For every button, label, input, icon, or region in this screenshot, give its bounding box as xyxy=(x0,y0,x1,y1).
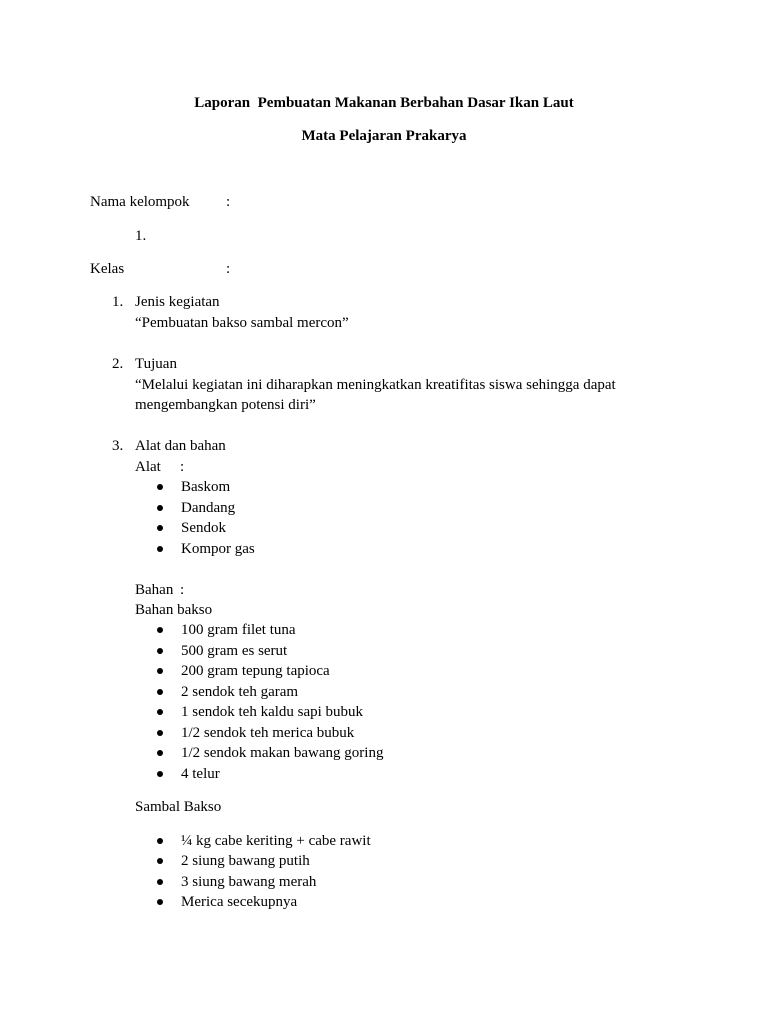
bullet-icon xyxy=(157,484,163,490)
list-item: ¼ kg cabe keriting + cabe rawit xyxy=(181,833,371,849)
bullet-icon xyxy=(157,838,163,844)
section-3-number: 3. xyxy=(112,438,124,454)
list-item: Dandang xyxy=(181,500,236,516)
kelas-colon: : xyxy=(226,261,231,277)
document-subtitle: Mata Pelajaran Prakarya xyxy=(301,128,467,144)
list-item: 1/2 sendok makan bawang goring xyxy=(181,745,384,761)
bullet-icon xyxy=(157,771,163,777)
document-title: Laporan Pembuatan Makanan Berbahan Dasar Ikan Laut xyxy=(194,95,574,111)
bullet-icon xyxy=(157,899,163,905)
bahan-bakso-label: Bahan bakso xyxy=(135,602,213,618)
list-item: 1 sendok teh kaldu sapi bubuk xyxy=(181,704,364,720)
list-item: 2 sendok teh garam xyxy=(181,684,299,700)
section-1-heading: Jenis kegiatan xyxy=(135,294,220,310)
list-item: 100 gram filet tuna xyxy=(181,622,296,638)
bullet-icon xyxy=(157,730,163,736)
bullet-icon xyxy=(157,750,163,756)
bullet-icon xyxy=(157,879,163,885)
list-item: 4 telur xyxy=(181,766,220,782)
list-item: Sendok xyxy=(181,520,226,536)
bullet-icon xyxy=(157,668,163,674)
alat-colon: : xyxy=(180,459,185,475)
bullet-icon xyxy=(157,546,163,552)
bullet-icon xyxy=(157,648,163,654)
list-item: 200 gram tepung tapioca xyxy=(181,663,330,679)
member-number: 1. xyxy=(135,228,147,244)
nama-kelompok-label: Nama kelompok xyxy=(90,194,190,210)
bullet-icon xyxy=(157,627,163,633)
list-item: Baskom xyxy=(181,479,231,495)
section-2-heading: Tujuan xyxy=(135,356,177,372)
list-item: Merica secekupnya xyxy=(181,894,298,910)
section-1-body: “Pembuatan bakso sambal mercon” xyxy=(135,315,349,331)
bullet-icon xyxy=(157,525,163,531)
bullet-icon xyxy=(157,505,163,511)
list-item: 2 siung bawang putih xyxy=(181,853,310,869)
section-3-heading: Alat dan bahan xyxy=(135,438,226,454)
section-2-body-line-1: “Melalui kegiatan ini diharapkan meningkatkan kreatifitas siswa sehingga dapat xyxy=(135,377,616,393)
bullet-icon xyxy=(157,689,163,695)
section-2-number: 2. xyxy=(112,356,124,372)
bahan-colon: : xyxy=(180,582,185,598)
section-1-number: 1. xyxy=(112,294,124,310)
alat-label: Alat xyxy=(135,459,161,475)
bahan-label: Bahan xyxy=(135,582,174,598)
section-2-body-line-2: mengembangkan potensi diri” xyxy=(135,397,316,413)
bullet-icon xyxy=(157,709,163,715)
list-item: 1/2 sendok teh merica bubuk xyxy=(181,725,355,741)
bullet-icon xyxy=(157,858,163,864)
sambal-label: Sambal Bakso xyxy=(135,799,222,815)
nama-kelompok-colon: : xyxy=(226,194,231,210)
list-item: Kompor gas xyxy=(181,541,255,557)
list-item: 3 siung bawang merah xyxy=(181,874,317,890)
list-item: 500 gram es serut xyxy=(181,643,288,659)
kelas-label: Kelas xyxy=(90,261,125,277)
